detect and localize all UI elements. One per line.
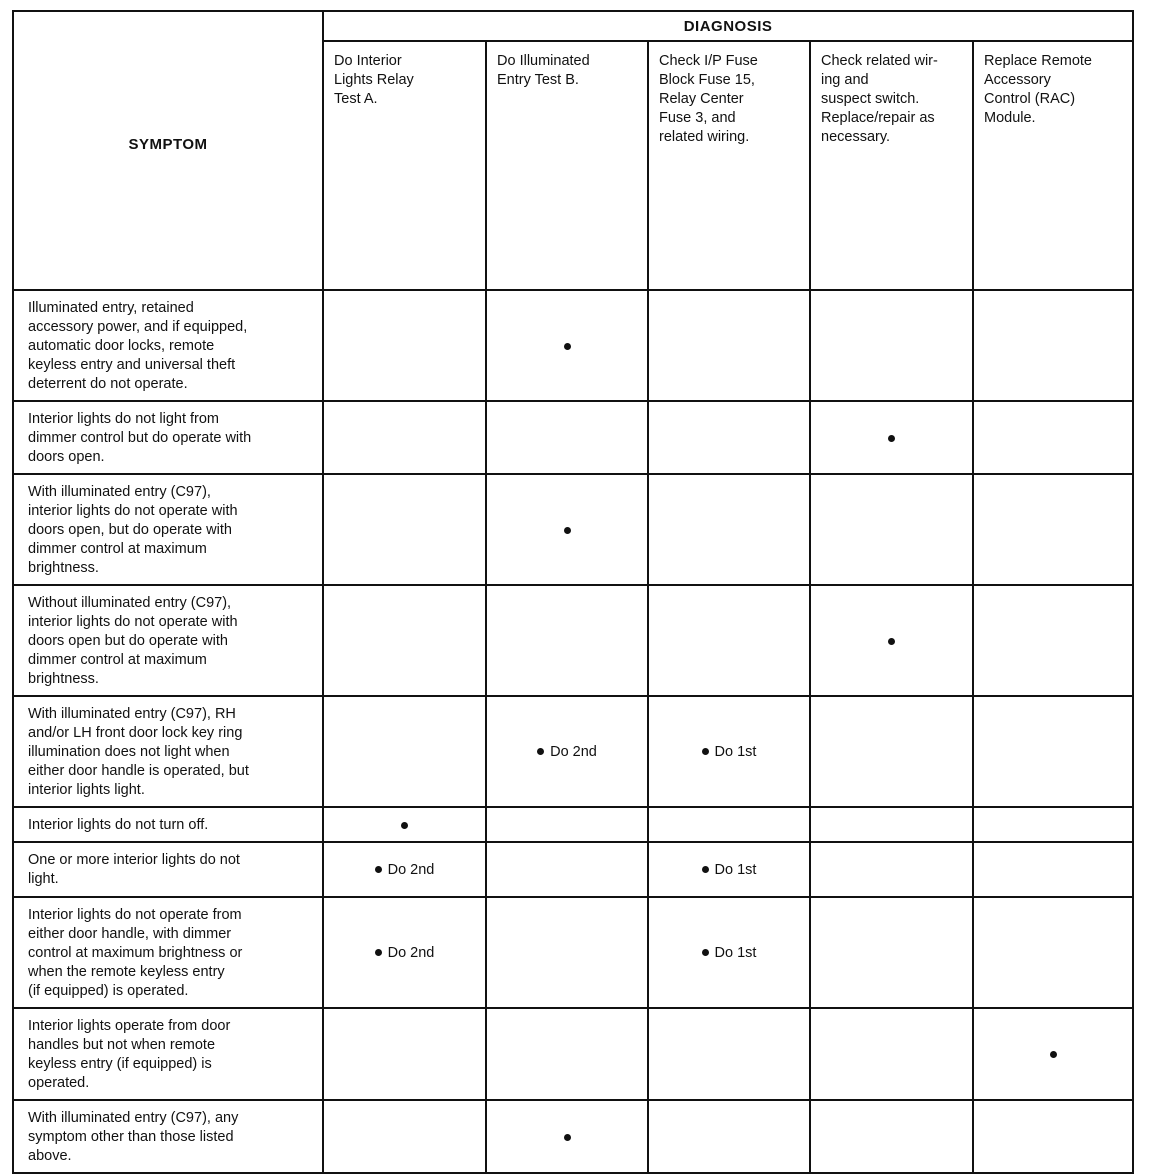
diagnosis-cell	[648, 696, 810, 807]
diagnosis-cell	[973, 897, 1133, 1008]
diagnosis-cell	[648, 585, 810, 696]
diagnosis-mark	[375, 945, 435, 961]
table-body	[13, 290, 1133, 1173]
symptom-text: Interior lights do not operate from either door handle, with dimmer control at maximum brightness or when the remote keyless entry (if equipped) is operated.	[28, 907, 243, 999]
diagnosis-cell	[486, 1100, 648, 1173]
table-row	[13, 290, 1133, 401]
table-row	[13, 897, 1133, 1008]
symptom-text: Interior lights operate from door handles but not when remote keyless entry (if equipped) is operated.	[28, 1018, 231, 1091]
diagnosis-order-label: Do 2nd	[387, 861, 435, 878]
symptom-cell	[13, 696, 323, 807]
diagnosis-cell	[810, 696, 973, 807]
diagnosis-cell	[973, 1008, 1133, 1100]
diagnosis-cell	[648, 401, 810, 474]
bullet-dot-icon	[1050, 1051, 1057, 1058]
symptom-cell	[13, 897, 323, 1008]
diagnosis-mark	[1050, 1051, 1057, 1058]
table-row	[13, 401, 1133, 474]
diagnosis-cell	[486, 842, 648, 897]
symptom-text: Without illuminated entry (C97), interior lights do not operate with doors open but do operate with dimmer control at maximum brightness.	[28, 595, 238, 687]
diagnosis-order-label: Do 1st	[714, 743, 757, 760]
diagnosis-cell	[486, 1008, 648, 1100]
diagnosis-cell	[973, 474, 1133, 585]
column-header-wiring-check	[810, 41, 973, 290]
table-row	[13, 1008, 1133, 1100]
symptom-text: Illuminated entry, retained accessory power, and if equipped, automatic door locks, remote keyless entry and universal theft deterrent do not operate.	[28, 300, 248, 392]
diagnosis-cell	[973, 807, 1133, 842]
diagnosis-cell	[648, 897, 810, 1008]
bullet-dot-icon	[537, 748, 544, 755]
table-row	[13, 1100, 1133, 1173]
diagnosis-mark	[702, 744, 757, 760]
diagnosis-cell	[486, 696, 648, 807]
diagnosis-cell	[810, 401, 973, 474]
diagnosis-cell	[648, 474, 810, 585]
diagnosis-cell	[486, 474, 648, 585]
diagnosis-cell	[810, 807, 973, 842]
diagnosis-cell	[648, 1008, 810, 1100]
diagnosis-mark	[537, 744, 597, 760]
diagnosis-mark	[564, 343, 571, 350]
diagnosis-cell	[323, 585, 486, 696]
symptom-text: Interior lights do not light from dimmer control but do operate with doors open.	[28, 411, 252, 465]
symptom-cell	[13, 1100, 323, 1173]
bullet-dot-icon	[375, 949, 382, 956]
diagnosis-header: DIAGNOSIS	[323, 11, 1133, 41]
diagnosis-cell	[648, 842, 810, 897]
diagnosis-cell	[323, 1008, 486, 1100]
diagnosis-mark	[702, 862, 757, 878]
column-header-relay-test	[323, 41, 486, 290]
diagnosis-mark	[888, 638, 895, 645]
diagnosis-cell	[486, 290, 648, 401]
diagnosis-cell	[323, 401, 486, 474]
diagnosis-cell	[323, 807, 486, 842]
diagnosis-cell	[486, 807, 648, 842]
diagnosis-order-label: Do 1st	[714, 861, 757, 878]
symptom-cell	[13, 1008, 323, 1100]
diagnosis-cell	[323, 1100, 486, 1173]
diagnosis-cell	[810, 290, 973, 401]
column-header-label: Do Illuminated Entry Test B.	[497, 53, 590, 88]
diagnosis-cell	[810, 474, 973, 585]
diagnosis-cell	[323, 842, 486, 897]
bullet-dot-icon	[702, 866, 709, 873]
diagnosis-mark	[888, 435, 895, 442]
table-row	[13, 474, 1133, 585]
bullet-dot-icon	[564, 527, 571, 534]
diagnosis-cell	[323, 696, 486, 807]
symptom-cell	[13, 807, 323, 842]
diagnosis-cell	[648, 290, 810, 401]
diagnosis-cell	[973, 585, 1133, 696]
diagnosis-cell	[486, 897, 648, 1008]
symptom-text: With illuminated entry (C97), RH and/or LH front door lock key ring illumination does not light when either door handle is operated, but interior lights light.	[28, 706, 249, 798]
diagnosis-cell	[973, 1100, 1133, 1173]
diagnosis-mark	[564, 527, 571, 534]
table-row	[13, 585, 1133, 696]
diagnosis-cell	[648, 807, 810, 842]
diagnosis-cell	[810, 1008, 973, 1100]
bullet-dot-icon	[888, 638, 895, 645]
diagnosis-mark	[702, 945, 757, 961]
diagnosis-cell	[323, 897, 486, 1008]
symptom-cell	[13, 585, 323, 696]
symptom-cell	[13, 842, 323, 897]
diagnosis-cell	[973, 401, 1133, 474]
bullet-dot-icon	[401, 822, 408, 829]
diagnosis-cell	[486, 585, 648, 696]
diagnosis-order-label: Do 1st	[714, 944, 757, 961]
table-row	[13, 842, 1133, 897]
diagnosis-cell	[486, 401, 648, 474]
diagnosis-cell	[648, 1100, 810, 1173]
diagnosis-cell	[323, 290, 486, 401]
column-header-fuse-check	[648, 41, 810, 290]
column-header-label: Check related wir- ing and suspect switch. Replace/repair as necessary.	[821, 53, 938, 145]
diagnosis-cell	[810, 897, 973, 1008]
symptom-text: With illuminated entry (C97), any symptom other than those listed above.	[28, 1110, 239, 1164]
diagnosis-order-label: Do 2nd	[550, 743, 597, 760]
table-row	[13, 807, 1133, 842]
symptom-header	[13, 11, 323, 290]
diagnosis-cell	[810, 1100, 973, 1173]
diagnosis-cell	[973, 842, 1133, 897]
bullet-dot-icon	[564, 1134, 571, 1141]
diagnosis-cell	[323, 474, 486, 585]
bullet-dot-icon	[702, 949, 709, 956]
symptom-cell	[13, 290, 323, 401]
column-header-rac-module	[973, 41, 1133, 290]
bullet-dot-icon	[375, 866, 382, 873]
diagnosis-cell	[973, 696, 1133, 807]
table-row	[13, 696, 1133, 807]
symptom-text: With illuminated entry (C97), interior lights do not operate with doors open, but do operate with dimmer control at maximum brightness.	[28, 484, 238, 576]
bullet-dot-icon	[564, 343, 571, 350]
bullet-dot-icon	[888, 435, 895, 442]
header-row-top	[13, 11, 1133, 41]
column-header-entry-test	[486, 41, 648, 290]
symptom-cell	[13, 401, 323, 474]
diagnosis-mark	[375, 862, 435, 878]
bullet-dot-icon	[702, 748, 709, 755]
symptom-cell	[13, 474, 323, 585]
diagnosis-table	[12, 10, 1134, 1174]
diagnosis-cell	[810, 842, 973, 897]
symptom-header-label: SYMPTOM	[128, 136, 208, 153]
symptom-text: Interior lights do not turn off.	[28, 817, 209, 833]
column-header-label: Do Interior Lights Relay Test A.	[334, 53, 414, 107]
diagnosis-mark	[564, 1134, 571, 1141]
column-header-label: Check I/P Fuse Block Fuse 15, Relay Center Fuse 3, and related wiring.	[659, 53, 758, 145]
diagnosis-mark	[401, 822, 408, 829]
diagnosis-cell	[973, 290, 1133, 401]
symptom-text: One or more interior lights do not light.	[28, 852, 240, 887]
column-header-label: Replace Remote Accessory Control (RAC) Module.	[984, 53, 1092, 126]
diagnosis-cell	[810, 585, 973, 696]
diagnosis-order-label: Do 2nd	[387, 944, 435, 961]
